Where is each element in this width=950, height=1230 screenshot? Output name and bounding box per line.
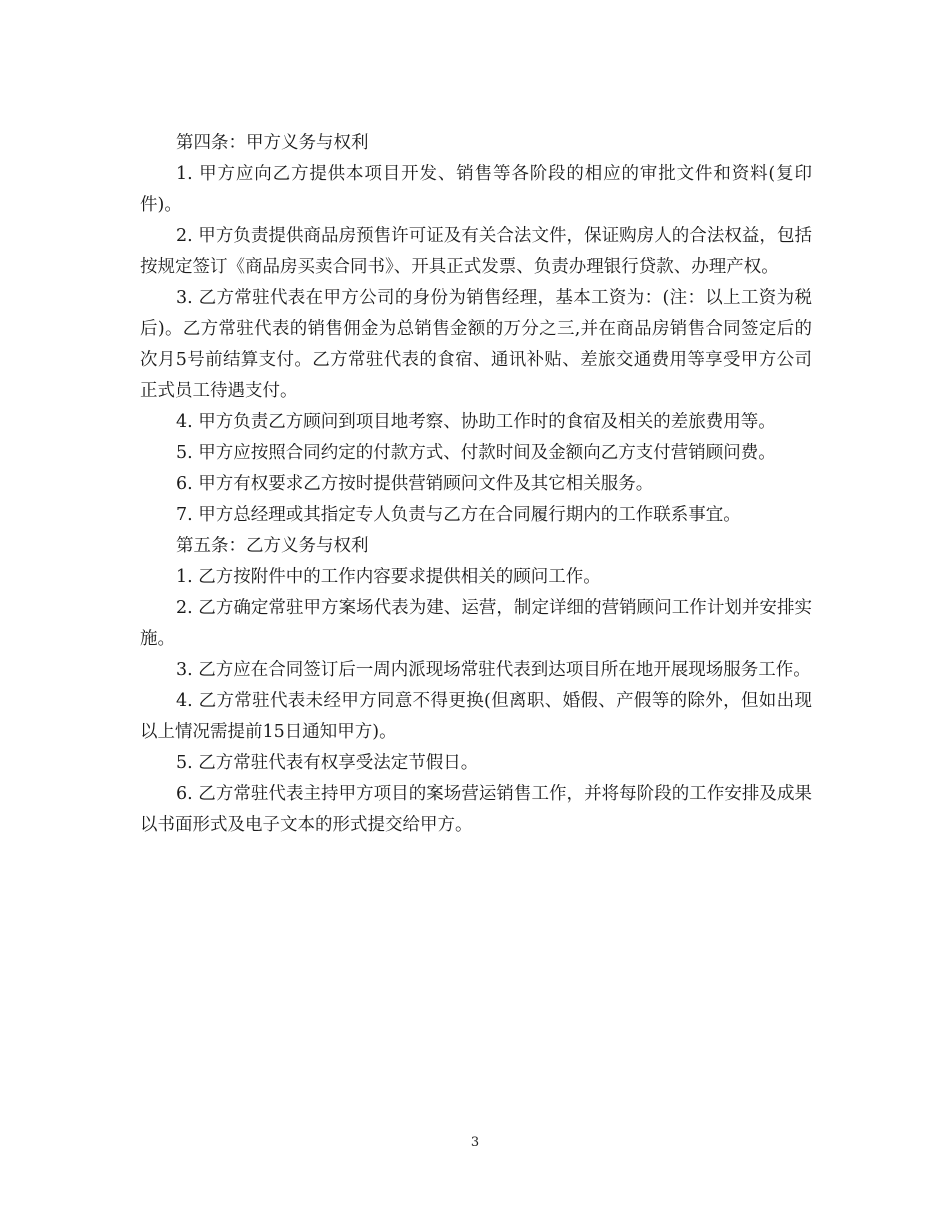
clause-4-6: 6. 甲方有权要求乙方按时提供营销顾问文件及其它相关服务。	[176, 474, 654, 494]
section-heading-article-5: 第五条：乙方义务与权利	[176, 536, 369, 556]
clause-5-2: 2. 乙方确定常驻甲方案场代表为建、运营，制定详细的营销顾问工作计划并安排实施。	[140, 598, 812, 649]
clause-4-5: 5. 甲方应按照合同约定的付款方式、付款时间及金额向乙方支付营销顾问费。	[176, 443, 776, 463]
clause-5-5: 5. 乙方常驻代表有权享受法定节假日。	[176, 753, 479, 773]
clause-5-3: 3. 乙方应在合同签订后一周内派现场常驻代表到达项目所在地开展现场服务工作。	[176, 660, 811, 680]
page-number: 3	[470, 1135, 480, 1150]
clause-5-6: 6. 乙方常驻代表主持甲方项目的案场营运销售工作，并将每阶段的工作安排及成果以书面形式及电子文本的形式提交给甲方。	[140, 784, 812, 835]
clause-4-3: 3. 乙方常驻代表在甲方公司的身份为销售经理，基本工资为：(注：以上工资为税后)。乙方常驻代表的销售佣金为总销售金额的万分之三,并在商品房销售合同签定后的次月5号前结算支付。乙方常驻代表的食宿、通讯补贴、差旅交通费用等享受甲方公司正式员工待遇支付。	[140, 288, 812, 401]
clause-5-4: 4. 乙方常驻代表未经甲方同意不得更换(但离职、婚假、产假等的除外，但如出现以上情况需提前15日通知甲方)。	[140, 691, 812, 742]
clause-5-1: 1. 乙方按附件中的工作内容要求提供相关的顾问工作。	[176, 567, 601, 587]
clause-4-7: 7. 甲方总经理或其指定专人负责与乙方在合同履行期内的工作联系事宜。	[176, 505, 741, 525]
section-heading-article-4: 第四条：甲方义务与权利	[176, 133, 369, 153]
clause-4-1: 1. 甲方应向乙方提供本项目开发、销售等各阶段的相应的审批文件和资料(复印件)。	[140, 164, 812, 215]
document-body	[140, 128, 812, 841]
clause-4-4: 4. 甲方负责乙方顾问到项目地考察、协助工作时的食宿及相关的差旅费用等。	[176, 412, 776, 432]
clause-4-2: 2. 甲方负责提供商品房预售许可证及有关合法文件，保证购房人的合法权益，包括按规定签订《商品房买卖合同书》、开具正式发票、负责办理银行贷款、办理产权。	[140, 226, 812, 277]
